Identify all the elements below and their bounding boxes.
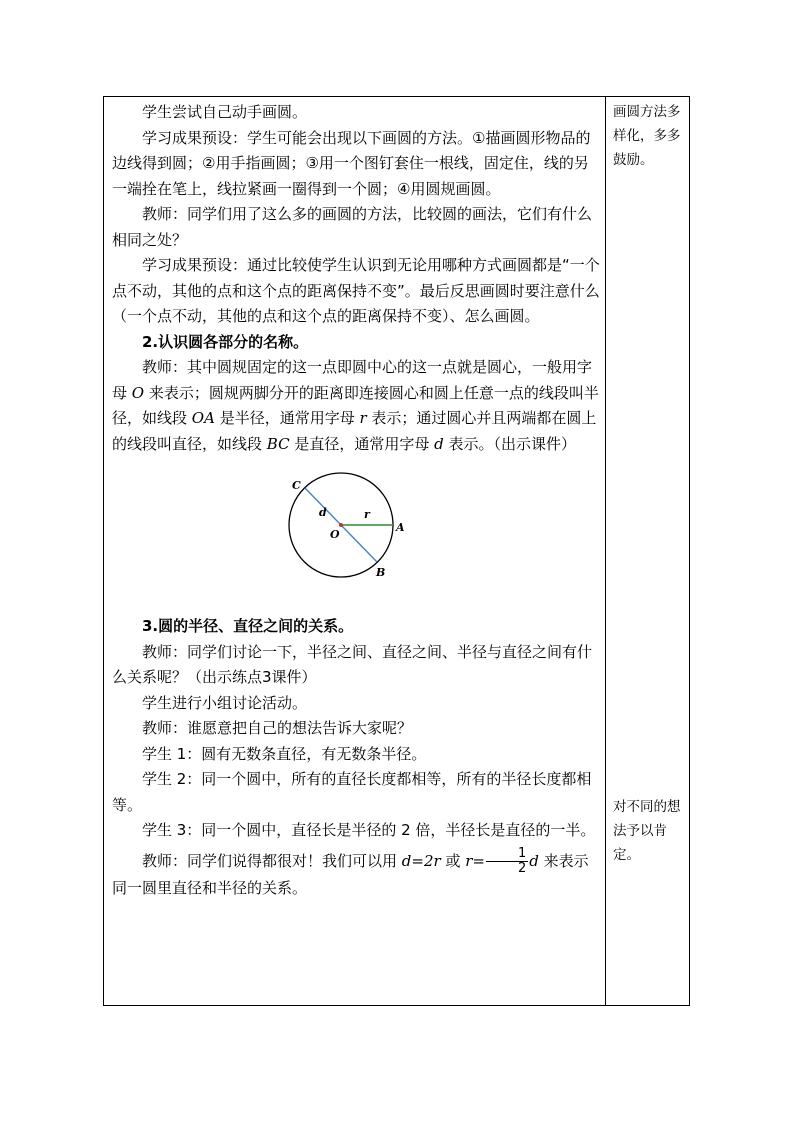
paragraph-teacher-conclude: 教师：同学们说得都很对！我们可以用 d=2r 或 r= $\frac{1}{2}$ d 来表示同一圆里直径和半径的关系。 bbox=[112, 845, 589, 897]
section-heading-parts: 2.认识圆各部分的名称。 bbox=[142, 332, 309, 351]
side-note-methods: 画圆方法多样化，多多鼓励。 bbox=[613, 104, 681, 168]
label-A: A bbox=[396, 521, 405, 534]
label-O: O bbox=[330, 528, 340, 541]
paragraph-preset-methods: 学习成果预设：学生可能会出现以下画圆的方法。①描画圆形物品的边线得到圆；②用手指画圆；③用一个图钉套住一根线，固定住，线的另一端拴在笔上，线拉紧画一圈得到一个圆；④用圆规画圆。 bbox=[112, 128, 591, 198]
paragraph-teacher-ask: 教师：谁愿意把自己的想法告诉大家呢？ bbox=[142, 719, 413, 737]
paragraph-student-1: 学生 1：圆有无数条直径，有无数条半径。 bbox=[142, 744, 427, 763]
center-point bbox=[339, 523, 343, 527]
paragraph-teacher-compare: 教师：同学们用了这么多的画圆的方法，比较圆的画法，它们有什么相同之处？ bbox=[112, 205, 593, 249]
fraction-one-half: $\frac{1}{2}$ bbox=[486, 847, 528, 876]
label-B: B bbox=[376, 566, 386, 579]
paragraph-teacher-discuss: 教师：同学们讨论一下，半径之间、直径之间、半径与直径之间有什么关系呢？（出示练点3课件） bbox=[112, 642, 593, 686]
label-d: d bbox=[319, 506, 327, 519]
paragraph-preset-summary: 学习成果预设：通过比较使学生认识到无论用哪种方式画圆都是“一个点不动，其他的点和这个点的距离保持不变”。最后反思画圆时要注意什么（一个点不动，其他的点和这个点的距离保持不变）、怎么画圆。 bbox=[112, 256, 600, 325]
circle-diagram bbox=[284, 466, 414, 590]
paragraph-student-2: 学生 2：同一个圆中，所有的直径长度都相等，所有的半径长度都相等。 bbox=[112, 770, 592, 814]
side-note-ideas: 对不同的想法予以肯定。 bbox=[613, 799, 681, 863]
paragraph-draw-try: 学生尝试自己动手画圆。 bbox=[142, 103, 308, 121]
paragraph-student-3: 学生 3：同一个圆中，直径长是半径的 2 倍，半径长是直径的一半。 bbox=[142, 821, 596, 839]
section-heading-relation: 3.圆的半径、直径之间的关系。 bbox=[142, 617, 354, 635]
column-divider bbox=[605, 96, 606, 1006]
label-r: r bbox=[364, 508, 370, 521]
main-column bbox=[112, 100, 602, 901]
label-C: C bbox=[292, 479, 301, 492]
paragraph-circle-parts: 教师：其中圆规固定的这一点即圆中心的这一点就是圆心，一般用字母 O 来表示；圆规两脚分开的距离即连接圆心和圆上任意一点的线段叫半径，如线段 OA 是半径，通常用字母 r 表示；通过圆心并且两端都在圆上的线段叫直径，如线段 BC 是直径，通常用字母 d 表示。（出示课件） bbox=[112, 358, 599, 453]
paragraph-group-activity: 学生进行小组讨论活动。 bbox=[142, 693, 308, 712]
